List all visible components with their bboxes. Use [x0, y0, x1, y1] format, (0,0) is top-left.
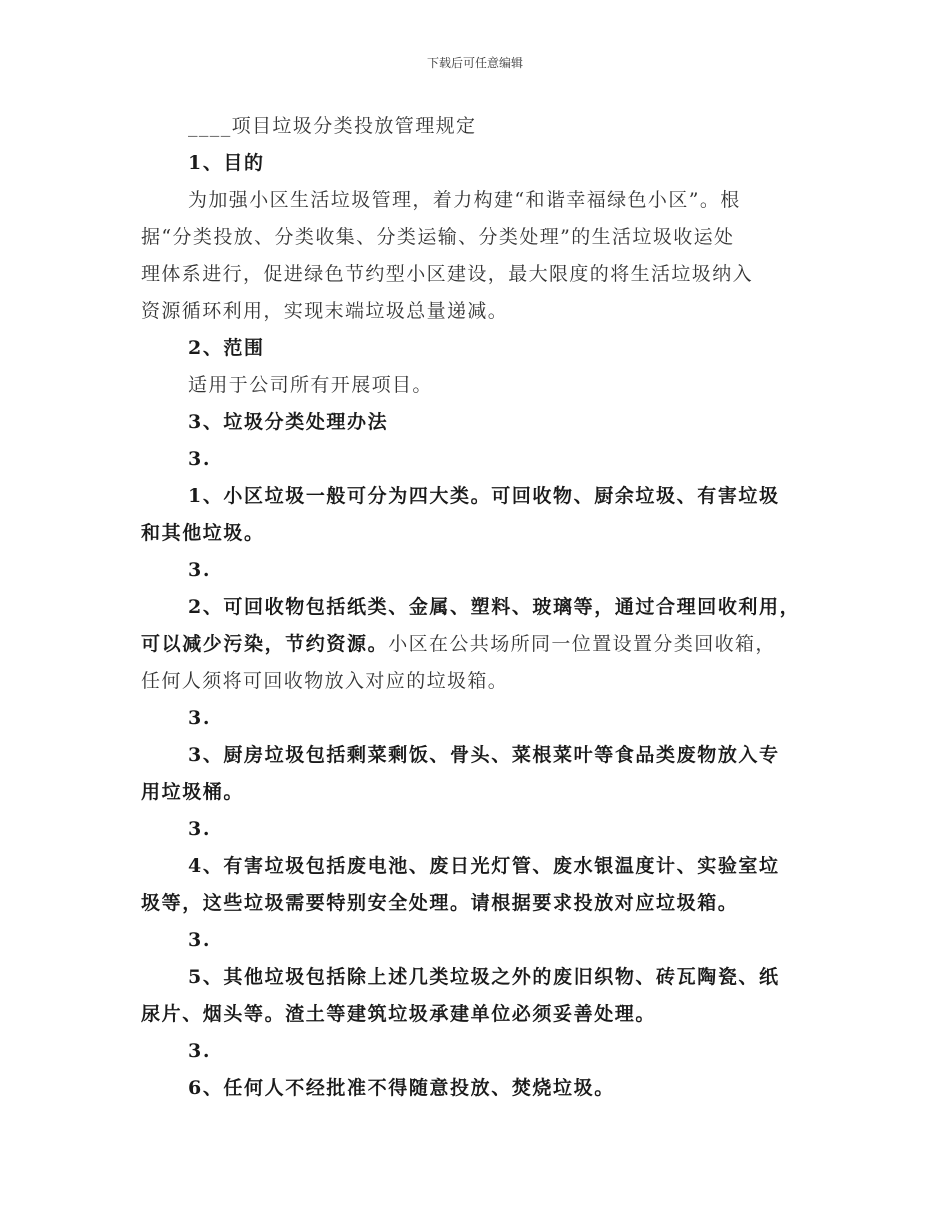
document-title: ____项目垃圾分类投放管理规定	[188, 115, 477, 137]
item-prefix: 3.	[188, 929, 212, 951]
paragraph-line: 据“分类投放、分类收集、分类运输、分类处理”的生活垃圾收运处	[141, 226, 735, 248]
item-prefix: 3.	[188, 707, 212, 729]
paragraph-line: 为加强小区生活垃圾管理，着力构建“和谐幸福绿色小区”。根	[188, 189, 741, 211]
paragraph-line: 资源循环利用，实现末端垃圾总量递减。	[141, 300, 509, 322]
page-header: 下载后可任意编辑	[426, 56, 523, 70]
item-line: 用垃圾桶。	[141, 781, 245, 803]
paragraph-line: 理体系进行，促进绿色节约型小区建设，最大限度的将生活垃圾纳入	[141, 263, 754, 285]
section-2-heading: 2、范围	[188, 337, 265, 359]
item-prefix: 3.	[188, 1040, 212, 1062]
item-line: 5、其他垃圾包括除上述几类垃圾之外的废旧织物、砖瓦陶瓷、纸	[188, 966, 780, 988]
paragraph-line: 适用于公司所有开展项目。	[188, 374, 433, 396]
item-bold-part: 可以减少污染，节约资源。	[141, 633, 389, 655]
item-prefix: 3.	[188, 818, 212, 840]
section-1-heading: 1、目的	[188, 152, 265, 174]
document-body	[141, 108, 816, 1107]
item-line: 4、有害垃圾包括废电池、废日光灯管、废水银温度计、实验室垃	[188, 855, 780, 877]
item-line: 1、小区垃圾一般可分为四大类。可回收物、厨余垃圾、有害垃圾	[188, 485, 780, 507]
item-prefix: 3.	[188, 448, 212, 470]
item-line: 任何人须将可回收物放入对应的垃圾箱。	[141, 670, 509, 692]
item-normal-part: 小区在公共场所同一位置设置分类回收箱，	[388, 633, 776, 655]
section-3-heading: 3、垃圾分类处理办法	[188, 411, 389, 433]
item-line: 6、任何人不经批准不得随意投放、焚烧垃圾。	[188, 1077, 615, 1099]
item-line: 和其他垃圾。	[141, 522, 265, 544]
item-line: 尿片、烟头等。渣土等建筑垃圾承建单位必须妥善处理。	[141, 1003, 657, 1025]
item-line: 圾等，这些垃圾需要特别安全处理。请根据要求投放对应垃圾箱。	[141, 892, 739, 914]
item-prefix: 3.	[188, 559, 212, 581]
item-line: 2、可回收物包括纸类、金属、塑料、玻璃等，通过合理回收利用，	[188, 596, 801, 618]
item-line-mixed	[141, 626, 816, 663]
item-line: 3、厨房垃圾包括剩菜剩饭、骨头、菜根菜叶等食品类废物放入专	[188, 744, 780, 766]
